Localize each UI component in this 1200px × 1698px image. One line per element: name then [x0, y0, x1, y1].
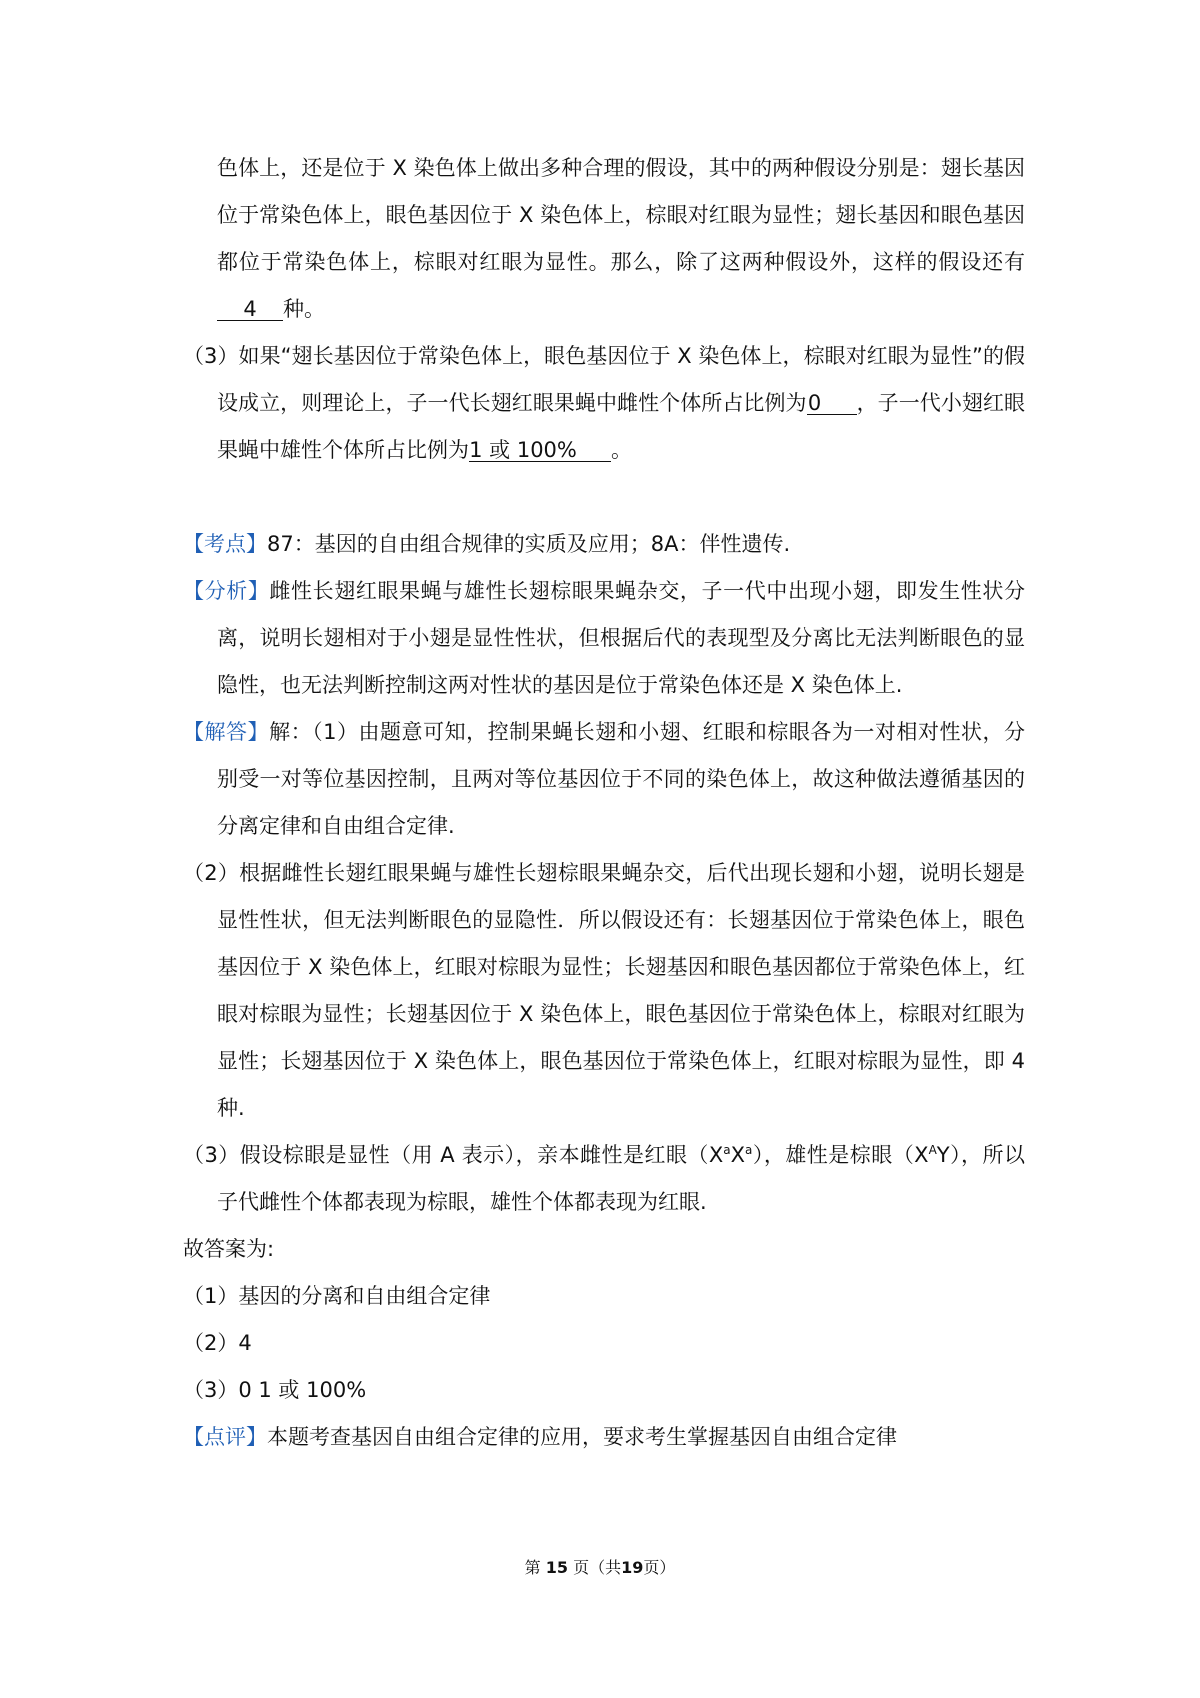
- jieda-section: [183, 709, 1025, 850]
- footer-suffix: 页）: [643, 1558, 676, 1577]
- q3-text: （3）如果“翅长基因位于常染色体上，眼色基因位于 X 染色体上，棕眼对红眼为显性”的假设成立，则理论上，子一代长翅红眼果蝇中雌性个体所占比例为: [183, 344, 1025, 415]
- q3-answer-blank-1: 0: [807, 392, 857, 415]
- allele-superscript: A: [928, 1143, 937, 1157]
- q3-text-mid: ，子一代小翅红眼果蝇中雄性个体所占比例为: [217, 391, 1026, 462]
- answer-heading: 故答案为:: [183, 1237, 275, 1261]
- dianping-text: 本题考查基因自由组合定律的应用，要求考生掌握基因自由组合定律: [267, 1425, 897, 1449]
- dianping-section: [183, 1414, 1025, 1461]
- dianping-tag: 【点评】: [183, 1425, 267, 1449]
- q3-text-end: 。: [611, 438, 632, 462]
- fenxi-tag: 【分析】: [183, 579, 270, 603]
- question-2-continuation: [183, 145, 1025, 333]
- jieda-tag: 【解答】: [183, 720, 270, 744]
- fenxi-section: [183, 568, 1025, 709]
- document-body: [183, 145, 1025, 1461]
- jieda-part-2-paragraph: [183, 850, 1025, 1132]
- jieda-part-2: （2）根据雌性长翅红眼果蝇与雄性长翅棕眼果蝇杂交，后代出现长翅和小翅，说明长翅是显性性状，但无法判断眼色的显隐性．所以假设还有：长翅基因位于常染色体上，眼色基因位于 X 染色体上，红眼对棕眼为显性；长翅基因和眼色基因都位于常染色体上，红眼对棕眼为显性；长翅基因位于 X 染色体上，眼色基因位于常染色体上，棕眼对红眼为显性；长翅基因位于 X 染色体上，眼色基因位于常染色体上，红眼对棕眼为显性，即 4 种.: [183, 861, 1025, 1120]
- total-pages: 19: [621, 1558, 644, 1577]
- kaodian-tag: 【考点】: [183, 532, 267, 556]
- chromosome-x: X: [730, 1143, 746, 1167]
- q2-answer-blank: 4: [217, 298, 283, 321]
- allele-superscript: a: [723, 1143, 731, 1157]
- answer-2: （2）4: [183, 1331, 252, 1355]
- q3-answer-blank-2: 1 或 100%: [469, 439, 611, 462]
- q2-text: 色体上，还是位于 X 染色体上做出多种合理的假设，其中的两种假设分别是：翅长基因位于常染色体上，眼色基因位于 X 染色体上，棕眼对红眼为显性；翅长基因和眼色基因都位于常染色体上，棕眼对红眼为显性。那么，除了这两种假设外，这样的假设还有: [217, 156, 1025, 274]
- jieda-part-1: 解：（1）由题意可知，控制果蝇长翅和小翅、红眼和棕眼各为一对相对性状，分别受一对等位基因控制，且两对等位基因位于不同的染色体上，故这种做法遵循基因的分离定律和自由组合定律.: [217, 720, 1026, 838]
- kaodian-section: [183, 521, 1025, 568]
- kaodian-text: 87：基因的自由组合规律的实质及应用；8A：伴性遗传.: [267, 532, 791, 556]
- jieda-part-3-text: Y），所以子代雌性个体都表现为棕眼，雄性个体都表现为红眼.: [217, 1143, 1026, 1214]
- footer-prefix: 第: [524, 1558, 541, 1577]
- jieda-part-3-text: ），雄性是棕眼（X: [752, 1143, 929, 1167]
- allele-superscript: a: [745, 1143, 753, 1157]
- page-footer: [0, 1555, 1200, 1578]
- jieda-part-3-text: （3）假设棕眼是显性（用 A 表示），亲本雌性是红眼（X: [183, 1143, 724, 1167]
- page-number: 15: [545, 1558, 568, 1577]
- footer-middle: 页（共: [573, 1558, 622, 1577]
- question-3: [183, 333, 1025, 474]
- jieda-part-3-paragraph: [183, 1132, 1025, 1226]
- q2-text-end: 种。: [283, 297, 325, 321]
- section-gap: [183, 474, 1025, 521]
- answer-1: （1）基因的分离和自由组合定律: [183, 1284, 491, 1308]
- answer-3: （3）0 1 或 100%: [183, 1378, 367, 1402]
- fenxi-text: 雌性长翅红眼果蝇与雄性长翅棕眼果蝇杂交，子一代中出现小翅，即发生性状分离，说明长翅相对于小翅是显性性状，但根据后代的表现型及分离比无法判断眼色的显隐性，也无法判断控制这两对性状的基因是位于常染色体还是 X 染色体上.: [217, 579, 1025, 697]
